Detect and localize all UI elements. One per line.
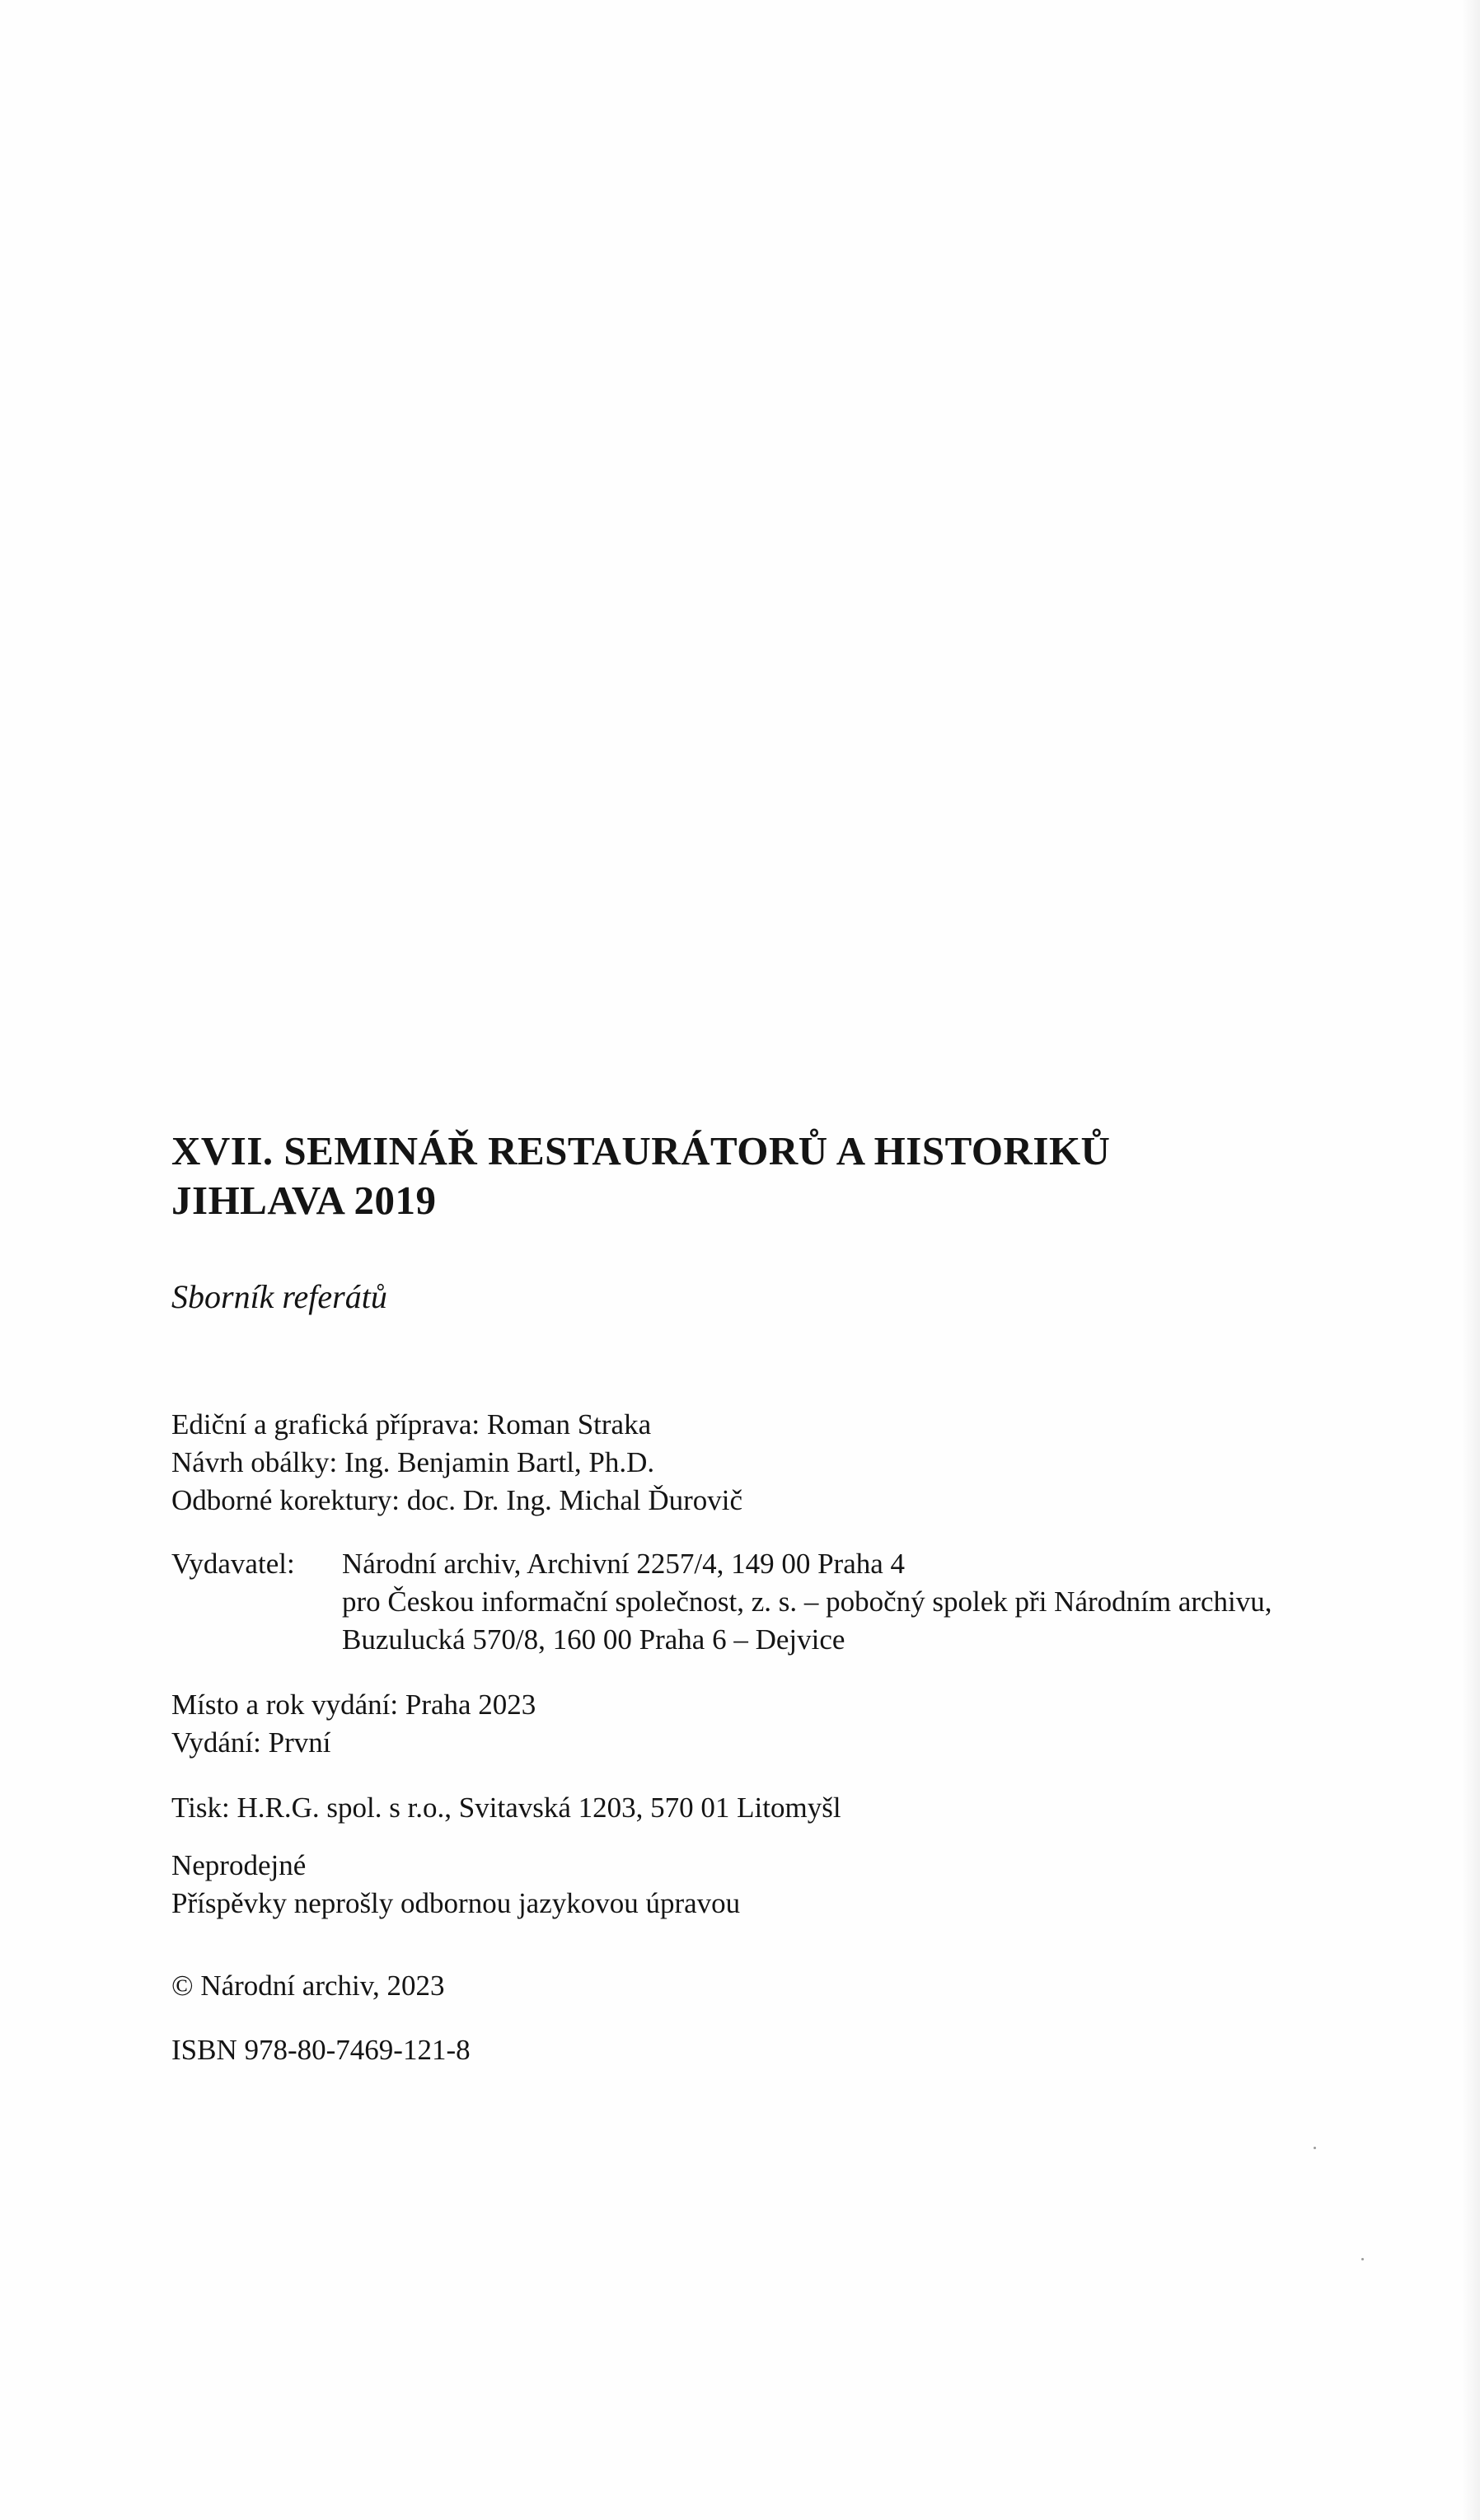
edition-place-year: Místo a rok vydání: Praha 2023: [171, 1689, 536, 1721]
credits-block: [171, 1406, 1457, 1520]
book-subtitle: Sborník referátů: [171, 1278, 387, 1315]
paper-speck: [1314, 2147, 1316, 2149]
credit-cover-design: Návrh obálky: Ing. Benjamin Bartl, Ph.D.: [171, 1446, 655, 1478]
copyright-block: [171, 1967, 1457, 2005]
notes-block: [171, 1847, 1457, 1923]
publisher-block: [171, 1545, 1473, 1669]
book-title: [171, 1127, 1457, 1225]
publisher-line-1: Národní archiv, Archivní 2257/4, 149 00 Praha 4: [342, 1548, 906, 1580]
isbn-number: ISBN 978-80-7469-121-8: [171, 2034, 471, 2066]
publisher-address: [342, 1545, 1272, 1659]
copyright-notice: © Národní archiv, 2023: [171, 1970, 445, 2002]
publisher-label: Vydavatel:: [171, 1548, 295, 1580]
book-title-line-1: XVII. SEMINÁŘ RESTAURÁTORŮ A HISTORIKŮ: [171, 1128, 1111, 1173]
credit-editing: Ediční a grafická příprava: Roman Straka: [171, 1408, 652, 1440]
print-info: Tisk: H.R.G. spol. s r.o., Svitavská 1203, 570 01 Litomyšl: [171, 1792, 841, 1824]
publisher-line-3: Buzulucká 570/8, 160 00 Praha 6 – Dejvice: [342, 1623, 845, 1656]
page-edge-shadow: [1462, 0, 1480, 2520]
edition-block: [171, 1686, 1457, 1762]
publisher-line-2: pro Českou informační společnost, z. s. – pobočný spolek při Národním archivu,: [342, 1586, 1272, 1618]
note-not-for-sale: Neprodejné: [171, 1849, 307, 1881]
book-title-line-2: JIHLAVA 2019: [171, 1178, 437, 1223]
note-no-language-editing: Příspěvky neprošly odbornou jazykovou úpravou: [171, 1887, 741, 1919]
credit-proofreading: Odborné korektury: doc. Dr. Ing. Michal Ďurovič: [171, 1484, 743, 1516]
edition-number: Vydání: První: [171, 1726, 331, 1759]
print-block: [171, 1789, 1457, 1827]
paper-speck: [1361, 2258, 1364, 2260]
isbn-block: [171, 2031, 1457, 2069]
